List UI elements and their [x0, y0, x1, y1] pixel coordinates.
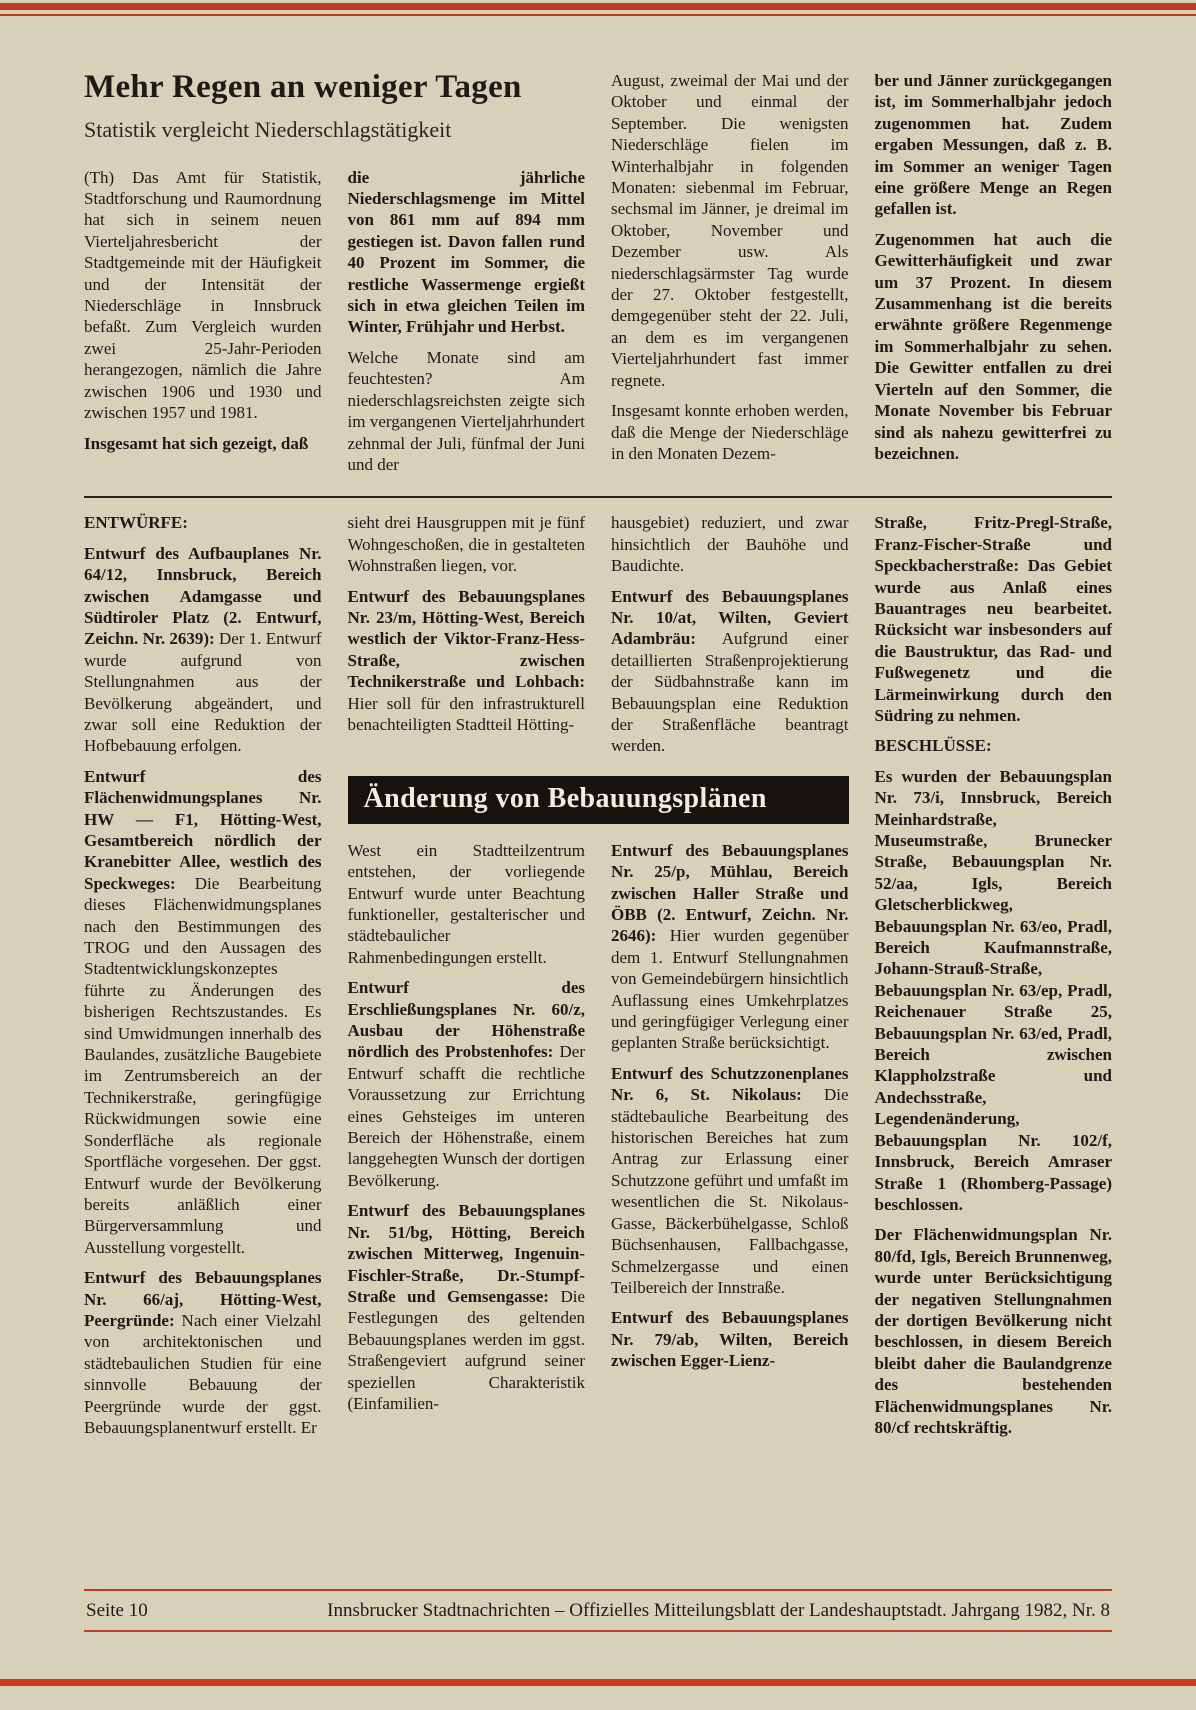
paragraph [84, 766, 322, 1258]
paragraph [348, 840, 586, 968]
plans-column-2-top [348, 512, 586, 765]
bold-text: Entwurf des Erschließungsplanes Nr. 60/z, Ausbau der Höhenstraße nördlich des Probstenhofes: [347, 978, 585, 1062]
body-text: Der Entwurf schafft die rechtliche Voraussetzung zur Errichtung eines Gehsteiges im unteren Bereich der Höhenstraße, einem langgehegten Wunsch der dortigen Bevölkerung. [347, 1042, 585, 1190]
paragraph [348, 977, 586, 1191]
bold-text: Es wurden der Bebauungsplan Nr. 73/i, Innsbruck, Bereich Meinhardstraße, Museumstraße, Brunecker Straße, Bebauungsplan Nr. 52/aa, Igls, Bereich Gletscherblickweg, Bebauungsplan Nr. 63/eo, Pradl, Bereich Kaufmannstraße, Johann-Strauß-Straße, Bebauungsplan Nr. 63/ep, Pradl, Reichenauer Straße 25, Bebauungsplan Nr. 63/ed, Pradl, Bereich zwischen Klappholzstraße und Andechsstraße, Legendenänderung, Bebauungsplan Nr. 102/f, Innsbruck, Bereich Amraser Straße 1 (Rhomberg-Passage) beschlossen. [874, 766, 1112, 1214]
paragraph [84, 167, 322, 424]
newspaper-page [0, 3, 1196, 1710]
bold-text: Entwurf des Schutzzonenplanes Nr. 6, St. Nikolaus: [611, 1063, 849, 1105]
bold-text: Entwurf des Bebauungsplanes Nr. 51/bg, Hötting, Bereich zwischen Mitterweg, Ingenuin-Fischler-Straße, Dr.-Stumpf-Straße und Gemsengasse: [347, 1201, 585, 1306]
bold-text: Entwurf des Bebauungsplanes Nr. 79/ab, Wilten, Bereich zwischen Egger-Lienz- [611, 1308, 849, 1371]
paragraph [84, 512, 322, 533]
body-text: sieht drei Hausgruppen mit je fünf Wohngeschoßen, die in gestalteten Wohnstraßen liegen, vor. [347, 513, 585, 576]
bold-text: ENTWÜRFE: [84, 513, 188, 533]
article-column-2 [348, 167, 586, 485]
bold-text: ber und Jänner zurückgegangen ist, im Sommerhalbjahr jedoch zugenommen hat. Zudem ergaben Messungen, daß z. B. im Sommer an weniger Tagen eine größere Menge an Regen gefallen ist. [874, 71, 1112, 219]
bold-text: Entwurf des Flächenwidmungsplanes Nr. HW — F1, Hötting-West, Gesamtbereich nördlich der Kranebitter Allee, westlich des Speckweges: [84, 766, 322, 893]
paragraph [611, 512, 849, 576]
body-text: Insgesamt konnte erhoben werden, daß die Menge der Niederschläge in den Monaten Dezem- [611, 401, 849, 463]
bold-text: Entwurf des Bebauungsplanes Nr. 10/at, Wilten, Geviert Adambräu: [611, 586, 849, 649]
body-text: Der 1. Entwurf wurde aufgrund von Stellungnahmen aus der Bevölkerung abgeändert, und zwar soll eine Reduktion der Hofbebauung erfolgen. [84, 629, 322, 756]
paragraph [875, 512, 1113, 726]
paragraph [348, 347, 586, 475]
article-subtitle: Statistik vergleicht Niederschlagstätigkeit [84, 116, 452, 142]
page-footer [84, 1589, 1112, 1632]
paragraph [611, 1307, 849, 1371]
bottom-rule-thick [0, 1679, 1196, 1686]
planning-section [84, 512, 1112, 1594]
paragraph [348, 167, 586, 338]
body-text: Die Bearbeitung dieses Flächenwidmungsplanes nach den Bestimmungen des TROG und den Aussagen des Stadtentwicklungskonzeptes führte zu Änderungen des bisherigen Rechtszustandes. Es sind Umwidmungen innerhalb des Baulandes, zusätzliche Baugebiete im Zentrumsbereich an der Technikerstraße, geringfügige Rückwidmungen sowie eine Sonderfläche als regionale Sportfläche vorgesehen. Der ggst. Entwurf wurde der Bevölkerung bereits anläßlich einer Bürgerversammlung und Ausstellung vorgestellt. [84, 873, 322, 1257]
paragraph [348, 1200, 586, 1414]
body-text: hausgebiet) reduziert, und zwar hinsichtlich der Bauhöhe und Baudichte. [611, 513, 849, 576]
plans-column-3-bottom [611, 840, 849, 1448]
plans-column-2-bottom [348, 840, 586, 1448]
body-text: Hier soll für den infrastrukturell benachteiligten Stadtteil Hötting- [347, 693, 585, 734]
article-weather-statistics [84, 70, 1112, 484]
body-text: Hier wurden gegenüber dem 1. Entwurf Stellungnahmen von Gemeindebürgern hinsichtlich Auflassung eines Umkehrplatzes und geringfügiger Verlegung einer geplanten Straße berücksichtigt. [611, 926, 849, 1053]
paragraph [84, 433, 322, 454]
page-number: Seite 10 [86, 1600, 148, 1621]
paragraph [611, 400, 849, 464]
section-divider [84, 496, 1112, 498]
plans-column-4 [875, 512, 1113, 1447]
body-text: (Th) Das Amt für Statistik, Stadtforschung und Raumordnung hat sich in seinem neuen Vierteljahresbericht der Stadtgemeinde mit der Häufigkeit und der Intensität der Niederschläge in Innsbruck befaßt. Zum Vergleich wurden zwei 25-Jahr-Perioden herangezogen, nämlich die Jahre zwischen 1906 und 1930 und zwischen 1957 und 1981. [84, 167, 322, 423]
paragraph [84, 1267, 322, 1438]
article-column-3 [611, 70, 849, 484]
paragraph [611, 1063, 849, 1298]
section-banner [348, 776, 849, 824]
paragraph [84, 543, 322, 757]
body-text: Nach einer Vielzahl von architektonischen und städtebaulichen Studien für eine sinnvolle Bebauung der Peergründe wurde der ggst. Bebauungsplanentwurf erstellt. Er [84, 1310, 322, 1437]
paragraph [611, 840, 849, 1054]
paragraph [875, 1224, 1113, 1438]
paragraph [611, 586, 849, 757]
paragraph [611, 70, 849, 391]
paragraph [875, 735, 1113, 756]
masthead: Innsbrucker Stadtnachrichten – Offizielles Mitteilungsblatt der Landeshauptstadt. Jahrgang 1982, Nr. 8 [327, 1600, 1110, 1621]
bold-text: Entwurf des Bebauungsplanes Nr. 25/p, Mühlau, Bereich zwischen Haller Straße und ÖBB (2. Entwurf, Zeichn. Nr. 2646): [611, 840, 849, 946]
bold-text: Der Flächenwidmungsplan Nr. 80/fd, Igls, Bereich Brunnenweg, wurde unter Berücksichtigung der negativen Stellungnahmen der dortigen Bevölkerung nicht beschlossen, in diesem Bereich bleibt daher die Baulandgrenze des bestehenden Flächenwidmungsplanes Nr. 80/cf rechtskräftig. [874, 1225, 1112, 1437]
body-text: West ein Stadtteilzentrum entstehen, der vorliegende Entwurf wurde unter Beachtung funktioneller, gestalterischer und städtebaulicher Rahmenbedingungen erstellt. [347, 840, 585, 967]
body-text: Die städtebauliche Bearbeitung des historischen Bereiches hat zum Antrag zur Erlassung einer Schutzzone geführt und umfaßt im wesentlichen die St. Nikolaus-Gasse, Bäckerbühelgasse, Schloß Büchsenhausen, Fallbachgasse, Schmelzergasse und einen Teilbereich der Innstraße. [611, 1085, 849, 1297]
bold-text: BESCHLÜSSE: [874, 736, 992, 756]
bold-text: Straße, Fritz-Pregl-Straße, Franz-Fischer-Straße und Speckbacherstraße: Das Gebiet wurde aus Anlaß eines Bauantrages neu bearbeitet. Rücksicht war insbesonders auf die Baustruktur, das Rad- und Fußwegenetz und die Lärmeinwirkung durch den Südring zu nehmen. [874, 513, 1112, 725]
article-column-4 [875, 70, 1113, 484]
body-text: Welche Monate sind am feuchtesten? Am niederschlagsreichsten zeigte sich im vergangenen Vierteljahrhundert zehnmal der Juli, fünfmal der Juni und der [347, 347, 585, 474]
section-banner-title: Änderung von Bebauungsplänen [363, 782, 767, 814]
paragraph [875, 229, 1113, 464]
plans-column-1 [84, 512, 322, 1447]
top-rule-thin [0, 14, 1196, 16]
paragraph [875, 70, 1113, 220]
bold-text: Entwurf des Bebauungsplanes Nr. 66/aj, Hötting-West, Peergründe: [84, 1268, 322, 1330]
plans-column-3-top [611, 512, 849, 765]
body-text: Aufgrund einer detaillierten Straßenprojektierung der Südbahnstraße kann im Bebauungsplan eine Reduktion der Straßenfläche beantragt werden. [611, 629, 849, 756]
article-column-1 [84, 167, 322, 485]
paragraph [875, 766, 1113, 1216]
bold-text: Zugenommen hat auch die Gewitterhäufigkeit und zwar um 37 Prozent. In diesem Zusammenhang ist die bereits erwähnte größere Regenmenge im Sommerhalbjahr zu sehen. Die Gewitter entfallen zu drei Vierteln auf den Sommer, die Monate November bis Februar sind als nahezu gewitterfrei zu bezeichnen. [874, 229, 1112, 463]
bold-text: die jährliche Niederschlagsmenge im Mittel von 861 mm auf 894 mm gestiegen ist. Davon fallen rund 40 Prozent im Sommer, die restliche Wassermenge ergießt sich in etwa gleichen Teilen im Winter, Frühjahr und Herbst. [347, 167, 585, 337]
bold-text: Entwurf des Bebauungsplanes Nr. 23/m, Hötting-West, Bereich westlich der Viktor-Franz-Hess-Straße, zwischen Technikerstraße und Lohbach: [347, 586, 585, 692]
body-text: Die Festlegungen des geltenden Bebauungsplanes werden im ggst. Straßengeviert aufgrund seiner speziellen Charakteristik (Einfamilien- [347, 1286, 585, 1413]
bold-text: Insgesamt hat sich gezeigt, daß [84, 433, 309, 453]
paragraph [348, 512, 586, 576]
bold-text: Entwurf des Aufbauplanes Nr. 64/12, Innsbruck, Bereich zwischen Adamgasse und Südtiroler Platz (2. Entwurf, Zeichn. Nr. 2639): [84, 543, 322, 649]
footer-row [84, 1591, 1112, 1630]
article-title: Mehr Regen an weniger Tagen [84, 69, 522, 105]
body-text: August, zweimal der Mai und der Oktober und einmal der September. Die wenigsten Niederschläge fielen im Winterhalbjahr in folgenden Monaten: siebenmal im Februar, sechsmal im Jänner, je dreimal im Oktober, November und Dezember usw. Als niederschlagsärmster Tag wurde der 27. Oktober festgestellt, demgegenüber steht der 22. Juli, an dem es im vergangenen Vierteljahrhundert fast immer regnete. [611, 71, 849, 390]
page-content [0, 70, 1196, 1594]
top-rule-thick [0, 3, 1196, 10]
article-header [84, 70, 585, 167]
paragraph [348, 586, 586, 736]
footer-rule-bottom [84, 1630, 1112, 1632]
